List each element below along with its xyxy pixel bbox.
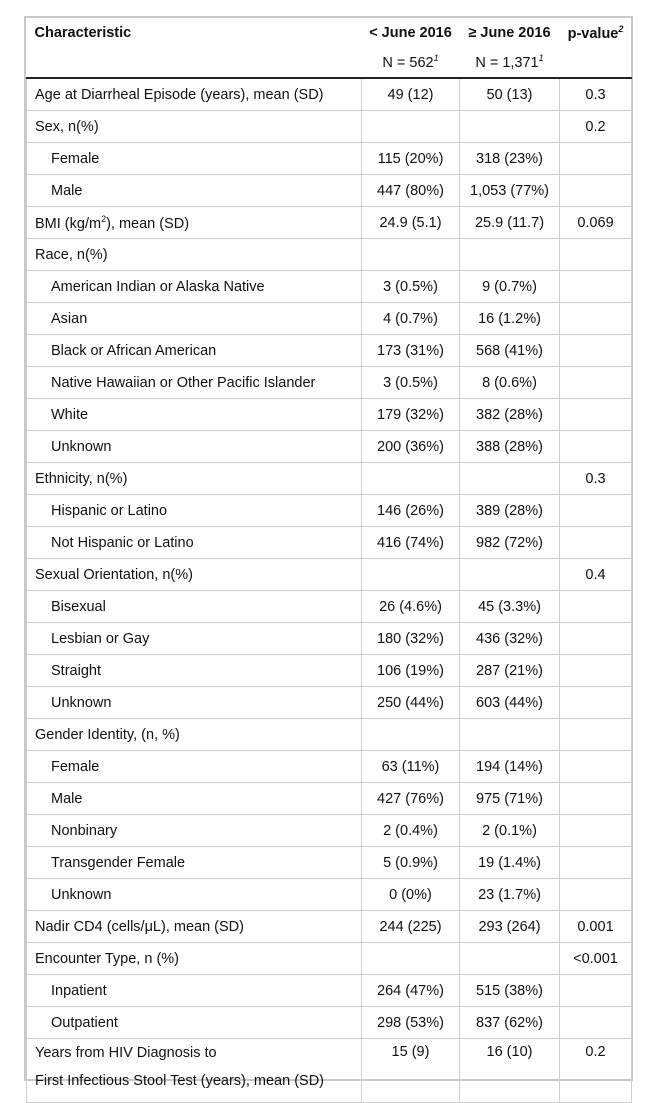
- p-value: [560, 783, 632, 815]
- p-value: [560, 175, 632, 207]
- p-value: [560, 751, 632, 783]
- table-row: [27, 559, 632, 591]
- p-value: 0.069: [560, 207, 632, 239]
- value-before: [362, 463, 460, 495]
- row-label-text: Sexual Orientation, n(%): [35, 566, 193, 583]
- value-after: 45 (3.3%): [460, 591, 560, 623]
- row-label: [27, 591, 362, 623]
- value-after: 388 (28%): [460, 431, 560, 463]
- header-p-value-label: p-value: [567, 25, 619, 42]
- value-after: 1,053 (77%): [460, 175, 560, 207]
- header-n-before-label: N = 562: [382, 54, 434, 71]
- p-value: [560, 431, 632, 463]
- p-value: [560, 495, 632, 527]
- row-label-text: Lesbian or Gay: [51, 630, 150, 647]
- header-n-after-label: N = 1,371: [475, 54, 539, 71]
- row-label-text: Female: [51, 758, 100, 775]
- row-label: [27, 943, 362, 975]
- p-value: [560, 367, 632, 399]
- value-before: 0 (0%): [362, 879, 460, 911]
- p-value: 0.4: [560, 559, 632, 591]
- row-label: [27, 367, 362, 399]
- p-value: [560, 879, 632, 911]
- value-before: 2 (0.4%): [362, 815, 460, 847]
- row-label: [27, 335, 362, 367]
- row-label: [27, 751, 362, 783]
- p-value: 0.2: [560, 111, 632, 143]
- value-before: [362, 111, 460, 143]
- value-after: 9 (0.7%): [460, 271, 560, 303]
- row-label-text: Encounter Type, n (%): [35, 950, 180, 967]
- value-after: 568 (41%): [460, 335, 560, 367]
- value-after: 50 (13): [460, 78, 560, 111]
- value-before: 15 (9): [362, 1039, 460, 1103]
- p-value: [560, 815, 632, 847]
- row-label-text: Native Hawaiian or Other Pacific Islander: [51, 374, 316, 391]
- value-before: 106 (19%): [362, 655, 460, 687]
- table-row: [27, 655, 632, 687]
- table-row: [27, 143, 632, 175]
- row-label-text: Not Hispanic or Latino: [51, 534, 194, 551]
- table-row: [27, 1039, 632, 1103]
- row-label-text: Unknown: [51, 438, 112, 455]
- header-n-after: [460, 47, 560, 78]
- value-after: [460, 943, 560, 975]
- value-after: 293 (264): [460, 911, 560, 943]
- value-before: 250 (44%): [362, 687, 460, 719]
- row-label-text: Age at Diarrheal Episode (years), mean (SD): [35, 86, 324, 103]
- header-n-before: [362, 47, 460, 78]
- p-value: <0.001: [560, 943, 632, 975]
- p-value: [560, 527, 632, 559]
- table-row: [27, 847, 632, 879]
- row-label: [27, 143, 362, 175]
- row-label: [27, 463, 362, 495]
- row-label: [27, 655, 362, 687]
- row-label-text: Bisexual: [51, 598, 106, 615]
- row-label-text: Gender Identity, (n, %): [35, 726, 180, 743]
- value-before: 5 (0.9%): [362, 847, 460, 879]
- p-value: [560, 591, 632, 623]
- p-value: [560, 847, 632, 879]
- value-before: 180 (32%): [362, 623, 460, 655]
- value-before: [362, 559, 460, 591]
- value-after: [460, 111, 560, 143]
- header-characteristic: Characteristic: [34, 24, 132, 41]
- p-value: [560, 399, 632, 431]
- header-p-value: [560, 18, 632, 47]
- row-label-text: Male: [51, 182, 83, 199]
- value-before: 200 (36%): [362, 431, 460, 463]
- row-label: [27, 879, 362, 911]
- p-value: [560, 239, 632, 271]
- row-label-text: Transgender Female: [51, 854, 186, 871]
- row-label-text: Asian: [51, 310, 88, 327]
- value-before: 173 (31%): [362, 335, 460, 367]
- value-before: 146 (26%): [362, 495, 460, 527]
- value-after: 975 (71%): [460, 783, 560, 815]
- row-label-text: Sex, n(%): [35, 118, 99, 135]
- value-after: 2 (0.1%): [460, 815, 560, 847]
- value-before: 63 (11%): [362, 751, 460, 783]
- row-label: [27, 687, 362, 719]
- header-after-june-2016: ≥ June 2016: [468, 24, 551, 41]
- row-label: [27, 495, 362, 527]
- p-value: [560, 143, 632, 175]
- row-label: [27, 303, 362, 335]
- table-row: [27, 367, 632, 399]
- table-row: [27, 591, 632, 623]
- p-value: [560, 975, 632, 1007]
- row-label: [27, 271, 362, 303]
- table-row: [27, 527, 632, 559]
- value-after: 194 (14%): [460, 751, 560, 783]
- value-before: 298 (53%): [362, 1007, 460, 1039]
- value-before: 3 (0.5%): [362, 367, 460, 399]
- row-label-text: Straight: [51, 662, 101, 679]
- table-row: [27, 495, 632, 527]
- table-row: [27, 879, 632, 911]
- row-label: [27, 783, 362, 815]
- value-after: [460, 559, 560, 591]
- value-after: 436 (32%): [460, 623, 560, 655]
- table-row: [27, 431, 632, 463]
- table-row: [27, 751, 632, 783]
- row-label-text: Race, n(%): [35, 246, 108, 263]
- characteristics-table: [26, 18, 632, 1103]
- table-row: [27, 975, 632, 1007]
- value-after: 16 (1.2%): [460, 303, 560, 335]
- p-value: 0.3: [560, 463, 632, 495]
- row-label-text: Unknown: [51, 694, 112, 711]
- table-row: [27, 335, 632, 367]
- header-row: [27, 18, 632, 47]
- row-label: [27, 431, 362, 463]
- table-row: [27, 943, 632, 975]
- table-row: [27, 911, 632, 943]
- table-row: [27, 303, 632, 335]
- value-before: 179 (32%): [362, 399, 460, 431]
- row-label: [27, 623, 362, 655]
- row-label-text: American Indian or Alaska Native: [51, 278, 265, 295]
- row-label-text: Nonbinary: [51, 822, 118, 839]
- row-label: [27, 1039, 362, 1103]
- row-label: [27, 559, 362, 591]
- row-label: [27, 399, 362, 431]
- value-after: 982 (72%): [460, 527, 560, 559]
- table-row: [27, 175, 632, 207]
- table-row: [27, 623, 632, 655]
- row-label-text: Unknown: [51, 886, 112, 903]
- row-label-text: White: [51, 406, 89, 423]
- value-after: 603 (44%): [460, 687, 560, 719]
- row-label-tail: ), mean (SD): [106, 215, 190, 232]
- row-label: [27, 239, 362, 271]
- row-label: [27, 78, 362, 111]
- table-row: [27, 687, 632, 719]
- p-value: 0.2: [560, 1039, 632, 1103]
- table-row: [27, 719, 632, 751]
- table-row: [27, 463, 632, 495]
- p-value: [560, 303, 632, 335]
- row-label: [27, 527, 362, 559]
- value-after: 25.9 (11.7): [460, 207, 560, 239]
- header-n-before-footnote: 1: [433, 53, 439, 64]
- value-before: [362, 239, 460, 271]
- row-label: [27, 911, 362, 943]
- row-label-text: Ethnicity, n(%): [35, 470, 128, 487]
- p-value: [560, 1007, 632, 1039]
- value-after: 837 (62%): [460, 1007, 560, 1039]
- value-before: 447 (80%): [362, 175, 460, 207]
- row-label: [27, 847, 362, 879]
- row-label-text: Female: [51, 150, 100, 167]
- value-after: [460, 239, 560, 271]
- row-label-text: Black or African American: [51, 342, 217, 359]
- row-label: [27, 815, 362, 847]
- value-after: [460, 719, 560, 751]
- value-before: 115 (20%): [362, 143, 460, 175]
- value-before: 24.9 (5.1): [362, 207, 460, 239]
- value-before: 26 (4.6%): [362, 591, 460, 623]
- value-after: 19 (1.4%): [460, 847, 560, 879]
- row-label-text: Inpatient: [51, 982, 107, 999]
- value-after: 382 (28%): [460, 399, 560, 431]
- row-label: [27, 975, 362, 1007]
- row-label-text: Outpatient: [51, 1014, 118, 1031]
- row-label: [27, 111, 362, 143]
- value-after: 389 (28%): [460, 495, 560, 527]
- header-spacer: [560, 47, 632, 78]
- row-label-text: Hispanic or Latino: [51, 502, 168, 519]
- p-value: [560, 687, 632, 719]
- value-after: 16 (10): [460, 1039, 560, 1103]
- row-label-text: Nadir CD4 (cells/μL), mean (SD): [35, 918, 244, 935]
- row-label: [27, 1007, 362, 1039]
- header-before-june-2016: < June 2016: [369, 24, 452, 41]
- value-before: 49 (12): [362, 78, 460, 111]
- p-value: [560, 719, 632, 751]
- header-p-value-footnote: 2: [618, 23, 624, 34]
- table-row: [27, 78, 632, 111]
- table-row: [27, 111, 632, 143]
- value-after: 23 (1.7%): [460, 879, 560, 911]
- table-row: [27, 207, 632, 239]
- value-before: 427 (76%): [362, 783, 460, 815]
- row-label-text-line2: First Infectious Stool Test (years), mean (SD): [35, 1073, 325, 1089]
- row-label: [27, 719, 362, 751]
- row-label: [27, 175, 362, 207]
- p-value: [560, 335, 632, 367]
- value-before: 4 (0.7%): [362, 303, 460, 335]
- table-row: [27, 239, 632, 271]
- value-after: 8 (0.6%): [460, 367, 560, 399]
- row-label-superscript: 2: [101, 213, 107, 224]
- value-before: 416 (74%): [362, 527, 460, 559]
- value-before: 264 (47%): [362, 975, 460, 1007]
- table-row: [27, 783, 632, 815]
- value-before: [362, 943, 460, 975]
- value-after: 515 (38%): [460, 975, 560, 1007]
- value-after: 287 (21%): [460, 655, 560, 687]
- table-row: [27, 399, 632, 431]
- row-label-text: Years from HIV Diagnosis to: [35, 1045, 217, 1061]
- table-body: [27, 78, 632, 1103]
- row-label-text: BMI (kg/m: [35, 215, 102, 232]
- header-n-after-footnote: 1: [538, 53, 544, 64]
- value-after: [460, 463, 560, 495]
- value-before: [362, 719, 460, 751]
- p-value: [560, 623, 632, 655]
- p-value: 0.3: [560, 78, 632, 111]
- p-value: 0.001: [560, 911, 632, 943]
- table-row: [27, 815, 632, 847]
- value-before: 3 (0.5%): [362, 271, 460, 303]
- value-before: 244 (225): [362, 911, 460, 943]
- p-value: [560, 271, 632, 303]
- row-label-text: Male: [51, 790, 83, 807]
- table-row: [27, 1007, 632, 1039]
- table-row: [27, 271, 632, 303]
- value-after: 318 (23%): [460, 143, 560, 175]
- header-n-row: [27, 47, 632, 78]
- row-label: [27, 207, 362, 239]
- p-value: [560, 655, 632, 687]
- header-spacer: [27, 47, 362, 78]
